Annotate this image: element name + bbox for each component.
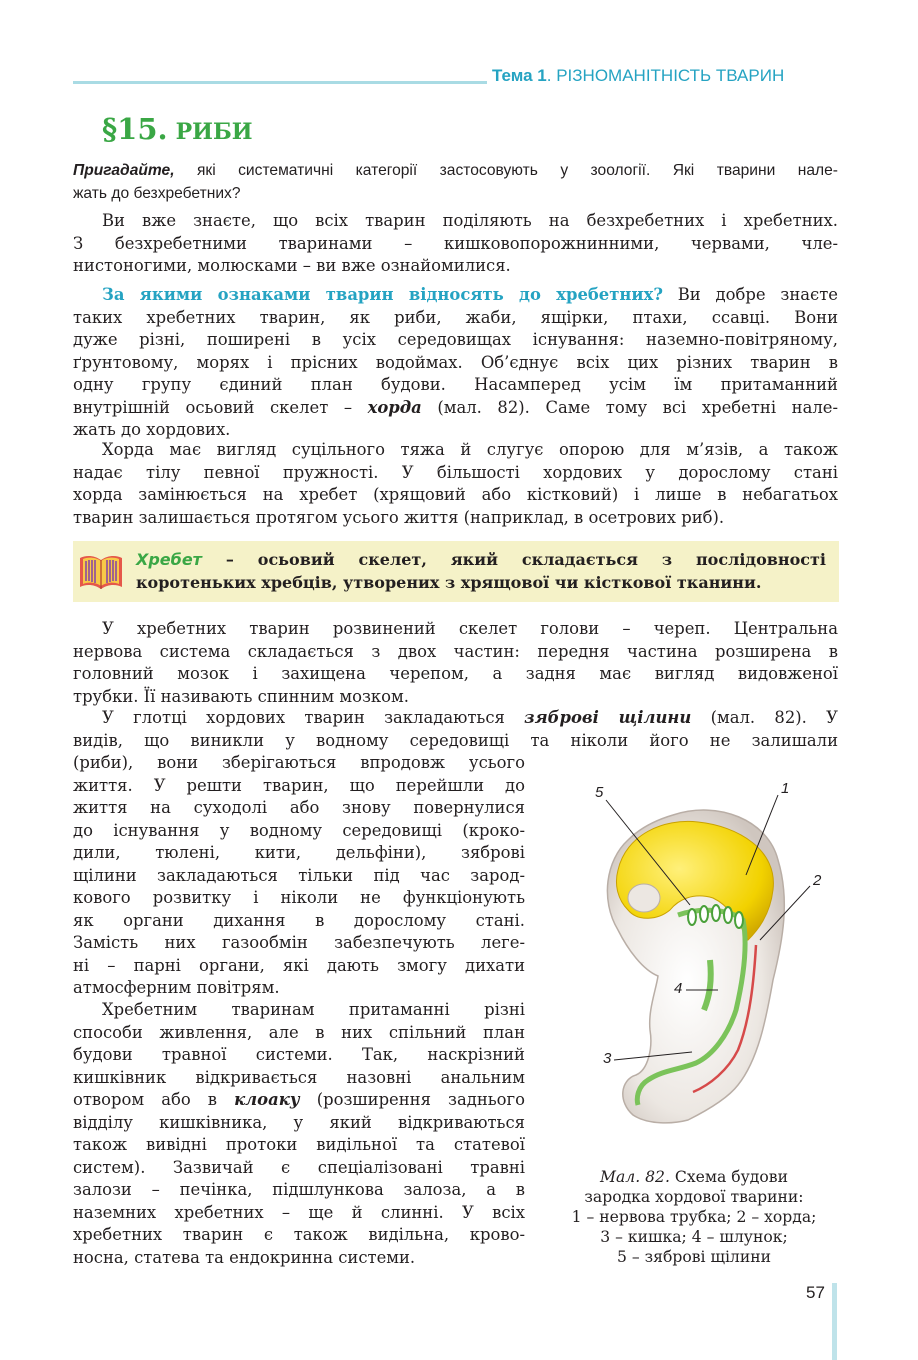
term-khrebet: Хребет	[136, 550, 202, 569]
caption-line-2: зародка хордової тварини:	[584, 1188, 804, 1206]
p5-line-5: життя на суходолі або знову повернулися	[73, 798, 525, 817]
recall-prompt	[73, 160, 838, 205]
page-number: 57	[806, 1283, 825, 1302]
p6-line-4: кишківник відкривається назовні анальним	[73, 1067, 525, 1087]
p6-line-10: наземних хребетних – ще й слинні. У всіх	[73, 1202, 525, 1222]
key-question: За якими ознаками тварин відносять до хребетних?	[102, 285, 663, 304]
p5-line-7: дили, тюлені, кити, дельфіни), зяброві	[73, 843, 525, 862]
p6-line-9: залози – печінка, підшлункова залоза, а в	[73, 1180, 525, 1199]
p5-line-11: Замість них газообмін забезпечують леге-	[73, 933, 525, 952]
p2-line-2: таких хребетних тварин, як риби, жаби, ящірки, птахи, ссавці. Вони	[73, 307, 838, 327]
page-edge-bar	[832, 1283, 837, 1360]
definition-text	[136, 548, 826, 593]
p1-line-2: З безхребетними тваринами – кишковопорожнинними, червами, чле-	[73, 233, 838, 253]
definition-line-1: Хребет – осьовий скелет, який складається з послідовності	[136, 550, 826, 569]
paragraph-1	[73, 210, 838, 278]
embryo-diagram	[578, 780, 848, 1140]
p2-line-1: За якими ознаками тварин відносять до хребетних? Ви добре знаєте	[102, 285, 838, 304]
p6-line-5: отвором або в клоаку (розширення заднього	[73, 1090, 525, 1109]
p4-line-1: У хребетних тварин розвинений скелет голови – череп. Центральна	[102, 619, 838, 638]
p6-line-2: способи живлення, але в них спільний план	[73, 1022, 525, 1042]
caption-line-1: Мал. 82. Схема будови	[600, 1168, 788, 1186]
p6-line-6: відділу кишківника, у який відкриваються	[73, 1112, 525, 1132]
p6-line-8: систем). Зазвичай є спеціалізовані травні	[73, 1157, 525, 1177]
p5-line-10: як органи дихання в дорослому стані.	[73, 910, 525, 930]
caption-line-5: 5 – зяброві щілини	[616, 1248, 772, 1266]
p3-line-1: Хорда має вигляд суцільного тяжа й слугує опорою для м’язів, а також	[102, 440, 838, 459]
paragraph-5-top	[73, 707, 838, 752]
p2-line-7: жать до хордових.	[73, 420, 231, 439]
section-title	[102, 112, 253, 146]
p2-line-5: одну групу єдиний план будови. Насамперед усім їм притаманний	[73, 375, 838, 394]
figure-label-2: 2	[813, 872, 822, 889]
figure-label-4: 4	[674, 980, 683, 997]
p5-line-3: (риби), вони зберігаються впродовж усього	[73, 753, 525, 772]
p6-line-7: також вивідні протоки видільної та статевої	[73, 1135, 525, 1154]
p5-line-4: життя. У решти тварин, що перейшли до	[73, 775, 525, 795]
p5-line-9: кового розвитку і ніколи не функціонують	[73, 888, 525, 907]
term-gill-slits: зяброві щілини	[524, 708, 692, 727]
p6-line-12: носна, статева та ендокринна системи.	[73, 1247, 416, 1267]
section-name: РИБИ	[175, 119, 253, 145]
p5-line-13: атмосферним повітрям.	[73, 978, 280, 997]
open-book-icon	[78, 552, 124, 590]
p1-line-3: нистоногими, молюсками – ви вже ознайомилися.	[73, 256, 511, 275]
paragraph-6	[73, 999, 525, 1269]
paragraph-3	[73, 439, 838, 529]
p6-line-11: хребетних тварин є також видільна, крово-	[73, 1225, 525, 1244]
p5-line-8: щілини закладаються тільки під час зарод-	[73, 865, 525, 885]
caption-line-4: 3 – кишка; 4 – шлунок;	[600, 1228, 788, 1246]
recall-line-2: жать до безхребетних?	[73, 184, 241, 202]
p5-line-1: У глотці хордових тварин закладаються зяброві щілини (мал. 82). У	[102, 708, 838, 727]
p4-line-3: головний мозок і захищена черепом, а задня має вигляд видовженої	[73, 664, 838, 683]
caption-line-3: 1 – нервова трубка; 2 – хорда;	[571, 1208, 817, 1226]
p4-line-4: трубки. Її називають спинним мозком.	[73, 686, 410, 706]
topic-title: . РІЗНОМАНІТНІСТЬ ТВАРИН	[546, 66, 785, 85]
term-cloaca: клоаку	[234, 1090, 300, 1109]
p6-line-3: будови травної системи. Так, наскрізний	[73, 1045, 525, 1064]
term-chorda: хорда	[367, 397, 422, 417]
figure-caption	[548, 1167, 840, 1267]
paragraph-2	[73, 284, 838, 442]
p2-line-4: ґрунтовому, морях і прісних водоймах. Об’єднує всіх цих різних тварин в	[73, 352, 838, 372]
paragraph-5-column	[73, 752, 525, 1000]
topic-label: Тема 1	[492, 66, 547, 85]
recall-line-1: Пригадайте, які систематичні категорії застосовують у зоології. Які тварини нале-	[73, 162, 838, 179]
paragraph-4	[73, 618, 838, 708]
p5-line-12: ні – парні органи, які дають змогу дихати	[73, 955, 525, 975]
figure-label-1: 1	[781, 780, 790, 797]
header-rule	[73, 81, 487, 84]
p6-line-1: Хребетним тваринам притаманні різні	[102, 1000, 525, 1019]
figure-label-3: 3	[603, 1050, 612, 1067]
p5-line-6: до існування у водному середовищі (кроко-	[73, 820, 525, 840]
p2-line-3: дуже різні, поширені в усіх середовищах існування: наземно-повітряному,	[73, 330, 838, 349]
p5-line-2: видів, що виникли у водному середовищі та ніколи його не залишали	[73, 730, 838, 750]
figure-label-5: 5	[595, 784, 604, 801]
p2-line-6: внутрішній осьовий скелет – хорда (мал. 82). Саме тому всі хребетні нале-	[73, 397, 838, 417]
running-header	[492, 66, 784, 86]
section-number: §15.	[102, 112, 168, 146]
p1-line-1: Ви вже знаєте, що всіх тварин поділяють на безхребетних і хребетних.	[102, 211, 838, 230]
recall-lead: Пригадайте,	[73, 162, 175, 179]
definition-line-2: коротеньких хребців, утворених з хрящової чи кісткової тканини.	[136, 572, 762, 592]
caption-ref: Мал. 82.	[600, 1168, 670, 1186]
p3-line-3: хорда замінюється на хребет (хрящовий або кістковий) і лише в небагатьох	[73, 485, 838, 504]
p3-line-4: тварин залишається протягом усього життя (наприклад, в осетрових риб).	[73, 507, 725, 527]
p3-line-2: надає тілу певної пружності. У більшості хордових у дорослому стані	[73, 462, 838, 482]
p4-line-2: нервова система складається з двох частин: передня частина розширена в	[73, 641, 838, 661]
